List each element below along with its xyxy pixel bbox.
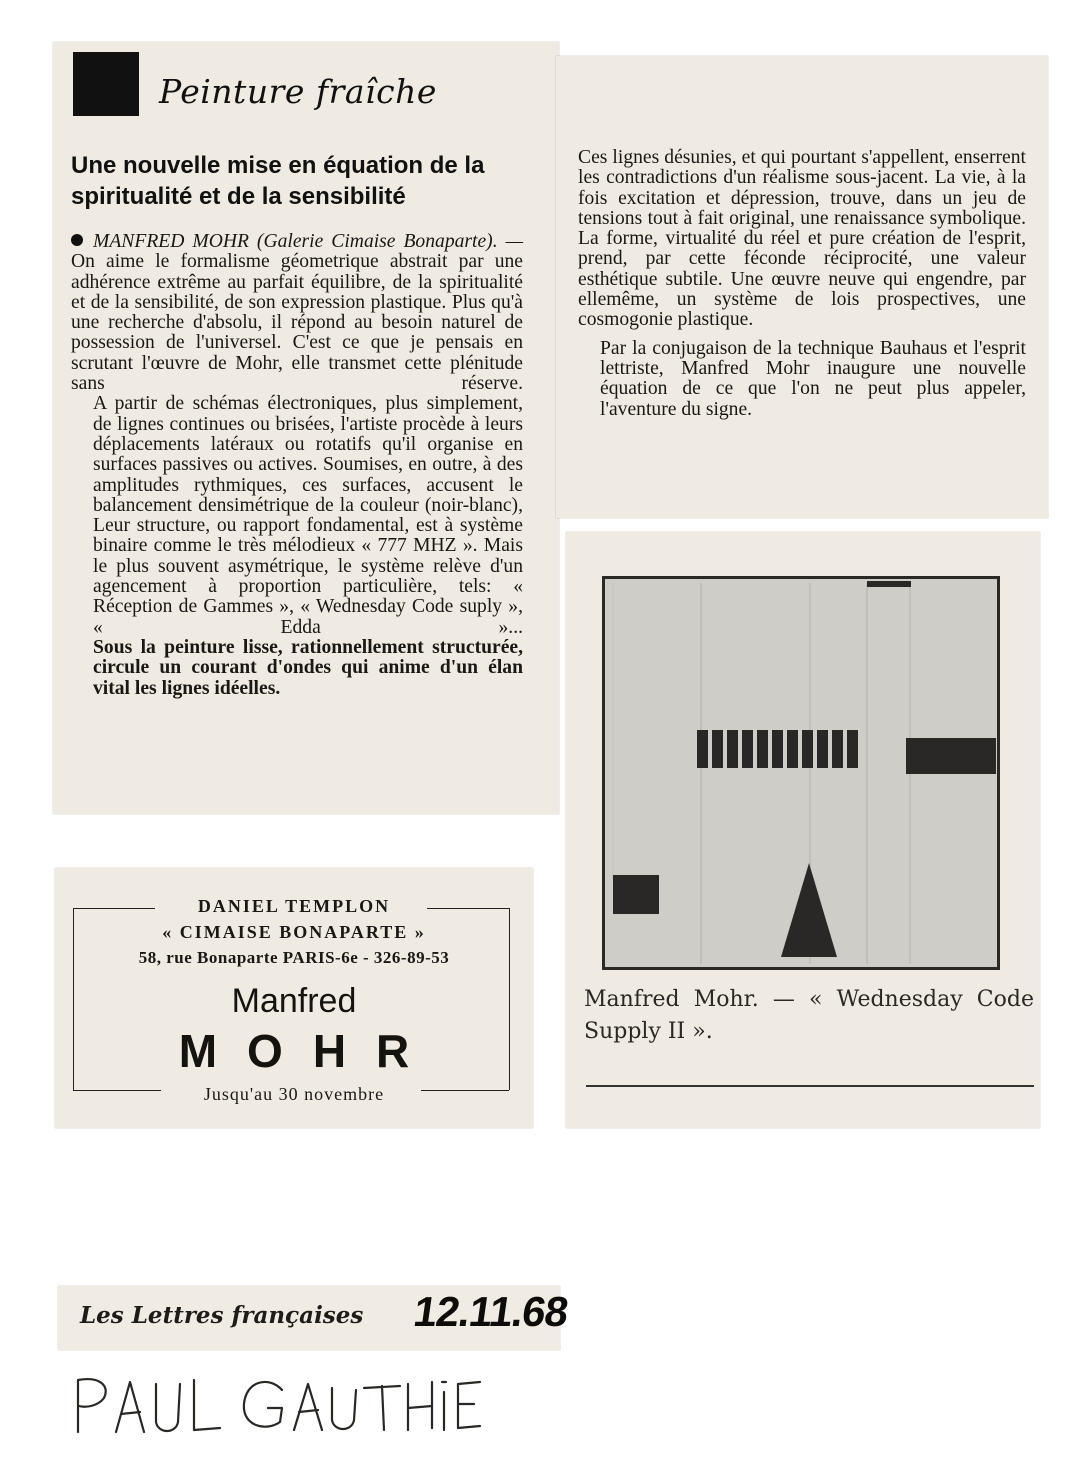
article-paragraph: Ces lignes désunies, et qui pourtant s'appellent, enserrent les contradictions d'un réalisme sous-jacent. La vie, à la fois excitation et dépression, trouve, dans un jeu de tensions tout à fait original, une renaissance symbolique. La forme, virtualité du réel et pure création de l'esprit, prend, par cette féconde réciprocité, une valeur esthétique subtile. Une œuvre neuve qui engendre, par ellemême, un système de lois prospectives, une cosmogonie plastique. <box>578 147 1026 331</box>
artist-last-name: MOHR <box>178 1025 440 1077</box>
section-title: Peinture fraîche <box>159 72 437 111</box>
article-body-left <box>71 232 523 699</box>
bullet-icon <box>71 234 83 246</box>
gallery-address: 58, rue Bonaparte PARIS-6e - 326-89-53 <box>138 948 450 967</box>
gallery-advertisement <box>55 868 533 1128</box>
gallery-owner: DANIEL TEMPLON <box>197 896 391 916</box>
artist-first-name: Manfred <box>231 982 357 1020</box>
artwork-clipping <box>566 532 1040 1128</box>
article-clipping-left <box>53 42 559 814</box>
paragraph-text: On aime le formalisme géometrique abstrait par une adhérence extrême au parfait équilibre, de la spiritualité et de la sensibilité, de son expression plastique. Plus qu'à une recherche d'absolu, il répond au besoin naturel de possession de l'universel. C'est ce que je pensais en scrutant l'œuvre de Mohr, elle transmet cette plénitude sans réserve. <box>71 251 523 395</box>
artwork-image <box>602 576 1000 970</box>
article-paragraph <box>71 232 523 394</box>
artwork-graphic <box>605 579 997 967</box>
exhibition-dates: Jusqu'au 30 novembre <box>203 1084 385 1104</box>
article-clipping-right <box>556 56 1048 518</box>
article-paragraph: Sous la peinture lisse, rationnellement structurée, circule un courant d'ondes qui anime d'un élan vital les lignes idéelles. <box>93 636 523 699</box>
article-body-right <box>578 148 1026 420</box>
handwritten-signature <box>70 1368 490 1442</box>
article-paragraph: Par la conjugaison de la technique Bauhaus et l'esprit lettriste, Manfred Mohr inaugure une nouvelle équation de ce que l'on ne peut plus appeler, l'aventure du signe. <box>600 337 1026 420</box>
article-headline: Une nouvelle mise en équation de la spiritualité et de la sensibilité <box>71 152 485 210</box>
caption-divider <box>586 1085 1034 1087</box>
publication-name: Les Lettres françaises <box>80 1302 364 1329</box>
handwritten-date: 12.11.68 <box>410 1288 571 1335</box>
artist-lead: MANFRED MOHR (Galerie Cimaise Bonaparte). — <box>93 231 523 252</box>
artwork-caption: Manfred Mohr. — « Wednesday Code Supply II ». <box>584 987 1034 1044</box>
gallery-name: « CIMAISE BONAPARTE » <box>162 922 426 942</box>
article-paragraph: A partir de schémas électroniques, plus simplement, de lignes continues ou brisées, l'artiste procède à leurs déplacements latéraux ou rotatifs qu'il organise en surfaces passives ou actives. Soumises, en outre, à des amplitudes rythmiques, ces surfaces, accusent le balancement densimétrique de la couleur (noir-blanc), Leur structure, ou rapport fondamental, est à système binaire comme le très mélodieux « 777 MHZ ». Mais le plus souvent asymétrique, le système relève d'un agencement à proportion particulière, tels: « Réception de Gammes », « Wednesday Code suply », « Edda »... <box>93 393 523 638</box>
section-marker-square <box>73 52 139 116</box>
